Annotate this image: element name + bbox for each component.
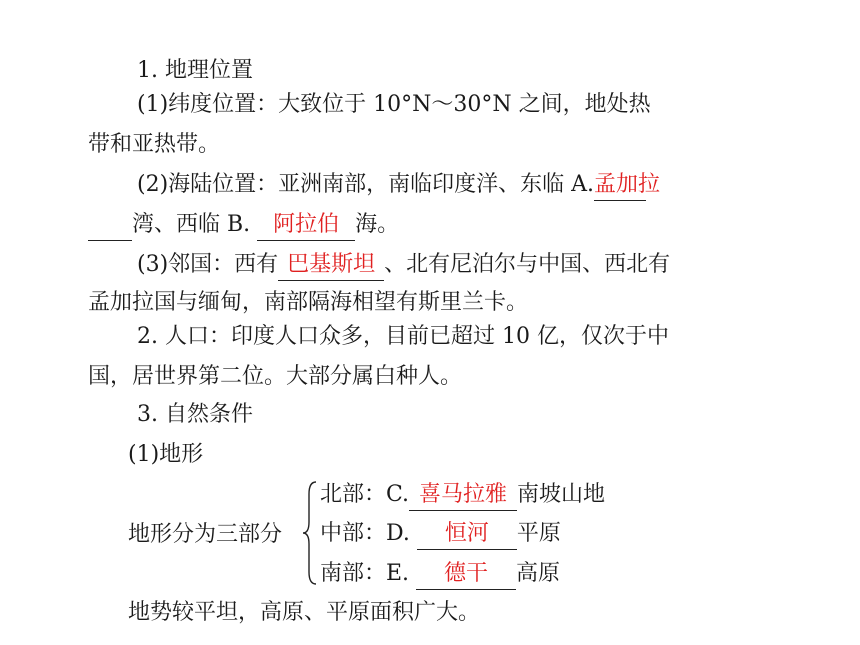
latitude-line-2: 带和亚热带。 (88, 132, 221, 157)
blank-c (409, 480, 517, 511)
blank-pakistan (278, 250, 384, 281)
sea-land-line-1 (137, 170, 661, 201)
heading-geo-location: 1. 地理位置 (137, 58, 253, 83)
neighbors-line-2: 孟加拉国与缅甸，南部隔海相望有斯里兰卡。 (88, 290, 529, 315)
population-line-1: 2. 人口：印度人口众多，目前已超过 10 亿，仅次于中 (137, 324, 669, 349)
subheading-terrain: (1)地形 (128, 442, 204, 467)
blank-a-continued (88, 210, 132, 241)
population-line-2: 国，居世界第二位。大部分属白种人。 (88, 364, 463, 389)
answer-pakistan: 巴基斯坦 (287, 252, 376, 277)
blank-b (257, 210, 355, 241)
answer-b: 阿拉伯 (273, 212, 340, 237)
neighbors-text: (3)邻国：西有 (137, 252, 279, 277)
neighbors-rest-text: 、北有尼泊尔与中国、西北有 (384, 252, 671, 277)
answer-c: 喜马拉雅 (419, 482, 508, 507)
terrain-middle-label: 中部：D. (320, 521, 417, 546)
sea-land-line-2 (88, 210, 399, 241)
latitude-line-1: (1)纬度位置：大致位于 10°N～30°N 之间，地处热 (137, 92, 651, 117)
heading-natural-conditions: 3. 自然条件 (137, 402, 253, 427)
blank-e (416, 559, 516, 590)
blank-a (594, 170, 661, 201)
terrain-north-line (320, 480, 605, 511)
blank-d (417, 519, 517, 550)
terrain-summary: 地势较平坦，高原、平原面积广大。 (128, 600, 481, 625)
terrain-south-suffix: 高原 (516, 561, 561, 586)
terrain-south-line (320, 559, 560, 590)
sea-land-end-text: 海。 (355, 212, 400, 237)
answer-e: 德干 (444, 561, 489, 586)
terrain-south-label: 南部：E. (320, 561, 417, 586)
answer-a: 孟加拉 (594, 172, 661, 197)
terrain-middle-line (320, 519, 561, 550)
curly-brace-icon (302, 480, 318, 586)
neighbors-line-1 (137, 250, 670, 281)
sea-land-mid-text: 湾、西临 B. (132, 212, 258, 237)
terrain-north-suffix: 南坡山地 (517, 482, 606, 507)
sea-land-text: (2)海陆位置：亚洲南部，南临印度洋、东临 A. (137, 172, 595, 197)
terrain-middle-suffix: 平原 (516, 521, 561, 546)
answer-d: 恒河 (444, 521, 489, 546)
terrain-split-label: 地形分为三部分 (128, 522, 283, 547)
terrain-north-label: 北部：C. (320, 482, 410, 507)
